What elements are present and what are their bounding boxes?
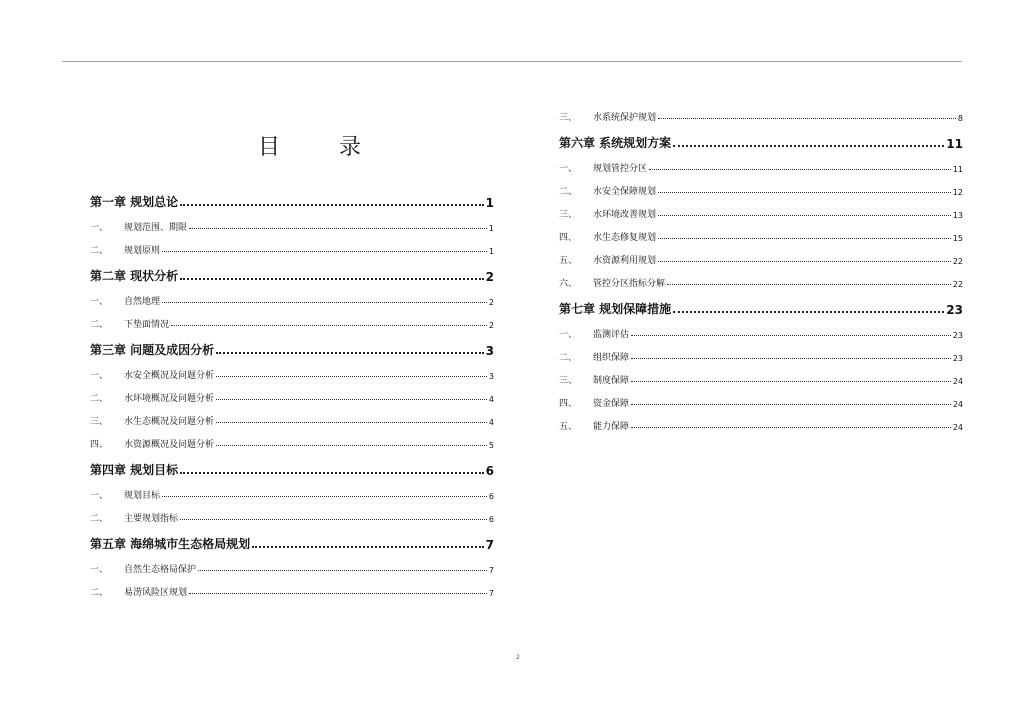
- toc-leader-dots: [180, 204, 483, 206]
- toc-entry-label: [559, 253, 656, 266]
- toc-entry-label: 第二章 现状分析: [90, 269, 179, 283]
- toc-section-entry[interactable]: [90, 391, 494, 404]
- toc-entry-label: [559, 184, 656, 197]
- toc-entry-label: [559, 350, 629, 363]
- header-rule: [62, 61, 962, 62]
- toc-leader-dots: [189, 593, 487, 594]
- toc-section-number: 五、: [559, 256, 578, 266]
- toc-page-number: 15: [952, 234, 963, 243]
- toc-entry-label: [90, 391, 214, 404]
- toc-section-title: 水生态修复规划: [593, 233, 657, 243]
- toc-entry-label: [559, 276, 665, 289]
- toc-entry-label: [90, 488, 160, 501]
- toc-leader-dots: [252, 546, 483, 548]
- toc-section-entry[interactable]: [559, 207, 963, 220]
- toc-leader-dots: [189, 228, 487, 229]
- toc-section-number: 一、: [90, 297, 109, 307]
- toc-page-number: 5: [488, 441, 494, 450]
- toc-section-entry[interactable]: [90, 294, 494, 307]
- toc-section-entry[interactable]: [90, 220, 494, 233]
- toc-section-title: 水安全概况及问题分析: [124, 371, 215, 381]
- toc-section-title: 水安全保障规划: [593, 187, 657, 197]
- toc-leader-dots: [649, 169, 951, 170]
- toc-entry-label: 第五章 海绵城市生态格局规划: [90, 537, 251, 551]
- toc-section-entry[interactable]: [559, 419, 963, 432]
- toc-section-number: 四、: [559, 233, 578, 243]
- toc-section-entry[interactable]: [90, 488, 494, 501]
- toc-page-number: 11: [946, 137, 963, 151]
- toc-section-number: 一、: [90, 371, 109, 381]
- toc-leader-dots: [216, 445, 487, 446]
- toc-section-title: 规划范围、期限: [124, 223, 188, 233]
- toc-page-number: 8: [957, 114, 963, 123]
- toc-page-number: 24: [952, 423, 963, 432]
- toc-page-number: 12: [952, 188, 963, 197]
- toc-section-title: 易涝风险区规划: [124, 588, 188, 598]
- toc-entry-label: 第一章 规划总论: [90, 195, 179, 209]
- toc-entry-label: [559, 327, 629, 340]
- toc-leader-dots: [658, 238, 951, 239]
- toc-page-number: 7: [488, 566, 494, 575]
- toc-chapter-entry[interactable]: [559, 299, 963, 317]
- toc-section-number: 二、: [90, 588, 109, 598]
- toc-leader-dots: [631, 427, 951, 428]
- toc-section-entry[interactable]: [90, 414, 494, 427]
- toc-leader-dots: [631, 335, 951, 336]
- toc-section-title: 水环境概况及问题分析: [124, 394, 215, 404]
- toc-page-number: 23: [952, 331, 963, 340]
- toc-page-number: 6: [488, 492, 494, 501]
- toc-page-number: 4: [488, 395, 494, 404]
- toc-entry-label: [559, 161, 647, 174]
- toc-leader-dots: [658, 261, 951, 262]
- toc-section-number: 四、: [559, 399, 578, 409]
- toc-chapter-entry[interactable]: [90, 534, 494, 552]
- toc-leader-dots: [631, 404, 951, 405]
- toc-section-number: 二、: [559, 353, 578, 363]
- toc-leader-dots: [180, 472, 483, 474]
- toc-page-number: 13: [952, 211, 963, 220]
- toc-page-number: 22: [952, 280, 963, 289]
- toc-entry-label: [90, 368, 214, 381]
- toc-entry-label: [90, 220, 187, 233]
- toc-entry-label: [559, 373, 629, 386]
- toc-leader-dots: [673, 311, 944, 313]
- toc-leader-dots: [658, 118, 956, 119]
- toc-entry-label: 第四章 规划目标: [90, 463, 179, 477]
- toc-section-entry[interactable]: [90, 317, 494, 330]
- toc-column-right: [559, 110, 963, 442]
- toc-section-title: 自然生态格局保护: [124, 565, 197, 575]
- toc-chapter-entry[interactable]: [90, 192, 494, 210]
- toc-leader-dots: [216, 376, 487, 377]
- toc-leader-dots: [658, 192, 951, 193]
- toc-leader-dots: [180, 519, 487, 520]
- toc-section-number: 三、: [559, 113, 578, 123]
- toc-section-entry[interactable]: [559, 230, 963, 243]
- toc-section-title: 下垫面情况: [124, 320, 170, 330]
- toc-page-number: 22: [952, 257, 963, 266]
- toc-leader-dots: [216, 422, 487, 423]
- toc-section-title: 主要规划指标: [124, 514, 179, 524]
- toc-page-number: 23: [946, 303, 963, 317]
- page-number: 2: [516, 654, 520, 661]
- toc-section-number: 一、: [559, 164, 578, 174]
- toc-section-number: 三、: [90, 417, 109, 427]
- toc-section-title: 规划管控分区: [593, 164, 648, 174]
- toc-page-number: 1: [485, 196, 494, 210]
- toc-entry-label: [90, 511, 178, 524]
- toc-leader-dots: [162, 496, 487, 497]
- toc-section-entry[interactable]: [90, 585, 494, 598]
- toc-section-entry[interactable]: [559, 350, 963, 363]
- toc-page-number: 11: [952, 165, 963, 174]
- toc-section-title: 规划目标: [124, 491, 161, 501]
- toc-section-number: 一、: [90, 491, 109, 501]
- toc-section-entry[interactable]: [90, 511, 494, 524]
- toc-section-entry[interactable]: [559, 110, 963, 123]
- toc-section-number: 二、: [559, 187, 578, 197]
- toc-page-number: 24: [952, 400, 963, 409]
- toc-section-title: 监测评估: [593, 330, 630, 340]
- toc-entry-label: [559, 110, 656, 123]
- toc-leader-dots: [631, 381, 951, 382]
- toc-entry-label: [90, 294, 160, 307]
- toc-chapter-entry[interactable]: [90, 460, 494, 478]
- toc-section-number: 一、: [559, 330, 578, 340]
- toc-leader-dots: [162, 302, 487, 303]
- toc-section-title: 能力保障: [593, 422, 630, 432]
- toc-leader-dots: [216, 352, 483, 354]
- toc-section-number: 四、: [90, 440, 109, 450]
- toc-page-number: 1: [488, 247, 494, 256]
- toc-section-number: 二、: [90, 394, 109, 404]
- toc-section-number: 三、: [559, 376, 578, 386]
- toc-chapter-entry[interactable]: [90, 266, 494, 284]
- toc-page-number: 3: [485, 344, 494, 358]
- toc-entry-label: [90, 585, 187, 598]
- toc-entry-label: [90, 414, 214, 427]
- toc-section-title: 组织保障: [593, 353, 630, 363]
- toc-entry-label: [559, 207, 656, 220]
- toc-chapter-entry[interactable]: [559, 133, 963, 151]
- toc-section-entry[interactable]: [559, 184, 963, 197]
- toc-section-number: 二、: [90, 320, 109, 330]
- toc-page-number: 7: [485, 538, 494, 552]
- toc-leader-dots: [162, 251, 487, 252]
- toc-section-entry[interactable]: [559, 396, 963, 409]
- toc-section-number: 五、: [559, 422, 578, 432]
- toc-section-entry[interactable]: [559, 253, 963, 266]
- toc-section-title: 水资源利用规划: [593, 256, 657, 266]
- toc-section-entry[interactable]: [90, 562, 494, 575]
- toc-entry-label: [90, 243, 160, 256]
- toc-page-number: 23: [952, 354, 963, 363]
- toc-entry-label: [559, 230, 656, 243]
- toc-section-number: 二、: [90, 246, 109, 256]
- toc-page-number: 2: [485, 270, 494, 284]
- toc-page-number: 3: [488, 372, 494, 381]
- toc-page-number: 6: [485, 464, 494, 478]
- toc-section-entry[interactable]: [90, 437, 494, 450]
- toc-entry-label: [90, 562, 196, 575]
- toc-chapter-entry[interactable]: [90, 340, 494, 358]
- toc-page-number: 1: [488, 224, 494, 233]
- toc-leader-dots: [631, 358, 951, 359]
- toc-leader-dots: [198, 570, 487, 571]
- toc-section-title: 水生态概况及问题分析: [124, 417, 215, 427]
- toc-title: 目 录: [258, 135, 387, 160]
- toc-section-number: 六、: [559, 279, 578, 289]
- toc-leader-dots: [216, 399, 487, 400]
- toc-entry-label: [90, 437, 214, 450]
- toc-section-number: 二、: [90, 514, 109, 524]
- toc-section-number: 一、: [90, 565, 109, 575]
- toc-page-number: 6: [488, 515, 494, 524]
- toc-leader-dots: [180, 278, 483, 280]
- toc-section-title: 水环境改善规划: [593, 210, 657, 220]
- toc-section-title: 规划原则: [124, 246, 161, 256]
- toc-section-title: 自然地理: [124, 297, 161, 307]
- toc-section-title: 水资源概况及问题分析: [124, 440, 215, 450]
- toc-page-number: 4: [488, 418, 494, 427]
- toc-page-number: 24: [952, 377, 963, 386]
- toc-entry-label: [559, 419, 629, 432]
- toc-section-entry[interactable]: [559, 161, 963, 174]
- toc-section-title: 水系统保护规划: [593, 113, 657, 123]
- toc-section-title: 制度保障: [593, 376, 630, 386]
- toc-entry-label: 第三章 问题及成因分析: [90, 343, 215, 357]
- toc-leader-dots: [171, 325, 487, 326]
- toc-section-entry[interactable]: [559, 276, 963, 289]
- toc-page-number: 7: [488, 589, 494, 598]
- toc-section-number: 三、: [559, 210, 578, 220]
- toc-section-title: 管控分区指标分解: [593, 279, 666, 289]
- toc-column-left: [90, 192, 494, 608]
- toc-page-number: 2: [488, 298, 494, 307]
- toc-leader-dots: [673, 145, 944, 147]
- toc-entry-label: [559, 396, 629, 409]
- toc-section-entry[interactable]: [559, 373, 963, 386]
- toc-section-number: 一、: [90, 223, 109, 233]
- toc-page-number: 2: [488, 321, 494, 330]
- toc-leader-dots: [658, 215, 951, 216]
- toc-leader-dots: [667, 284, 951, 285]
- toc-entry-label: 第六章 系统规划方案: [559, 136, 672, 150]
- toc-section-entry[interactable]: [90, 243, 494, 256]
- toc-section-entry[interactable]: [90, 368, 494, 381]
- toc-entry-label: [90, 317, 169, 330]
- toc-entry-label: 第七章 规划保障措施: [559, 302, 672, 316]
- toc-section-title: 资金保障: [593, 399, 630, 409]
- toc-section-entry[interactable]: [559, 327, 963, 340]
